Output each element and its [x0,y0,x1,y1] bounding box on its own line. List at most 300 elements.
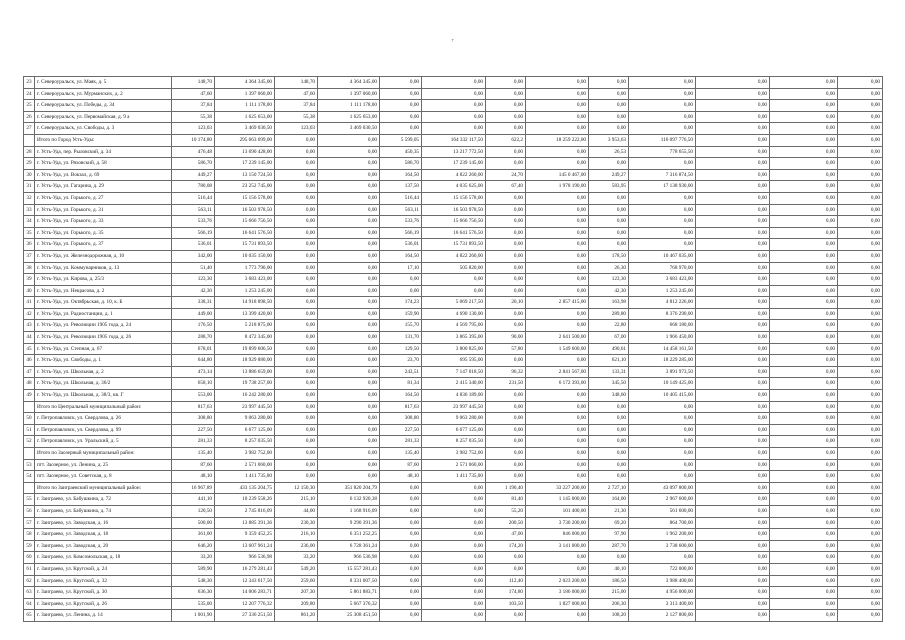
value-cell: 47,60 [275,88,318,100]
value-cell: 0,00 [770,239,838,251]
value-cell: 20,10 [486,297,526,309]
address-cell: пгт. Заозерное, ул. Ленина, д. 25 [35,459,172,471]
value-cell: 0,00 [486,413,526,425]
table-row [24,529,883,541]
value-cell: 0,00 [838,274,883,286]
address-cell: пгт. Заозерное, ул. Советская, д. 8 [35,471,172,483]
value-cell: 17 239 145,00 [215,158,275,170]
value-cell: 0,00 [486,563,526,575]
table-row [24,297,883,309]
value-cell: 0,00 [770,262,838,274]
value-cell: 16 279 281,43 [215,563,275,575]
table-row [24,216,883,228]
row-number: 38 [24,262,35,274]
value-cell: 817,63 [380,401,422,413]
value-cell: 0,00 [422,587,486,599]
value-cell: 5 861 883,71 [318,587,380,599]
value-cell: 0,00 [422,552,486,564]
value-cell: 0,00 [380,563,422,575]
value-cell: 281,33 [380,436,422,448]
value-cell: 2 857 415,00 [526,297,589,309]
row-number: 57 [24,517,35,529]
value-cell: 0,00 [486,192,526,204]
value-cell: 44,00 [275,505,318,517]
value-cell: 0,00 [318,227,380,239]
value-cell: 0,00 [589,401,629,413]
value-cell: 0,00 [380,529,422,541]
value-cell: 137,50 [380,181,422,193]
row-number: 52 [24,436,35,448]
address-cell: Итого по Заиграевский муниципальный район: [35,482,172,494]
value-cell: 0,00 [838,100,883,112]
value-cell: 0,00 [526,123,589,135]
value-cell: 5 218 875,00 [215,320,275,332]
table-row [24,169,883,181]
value-cell: 0,00 [380,494,422,506]
value-cell: 19 738 257,00 [215,378,275,390]
value-cell: 3 988 400,00 [629,575,696,587]
table-row [24,366,883,378]
value-cell: 0,00 [275,320,318,332]
value-cell: 0,00 [275,378,318,390]
row-number: 59 [24,540,35,552]
value-cell: 116 097 776,50 [629,134,696,146]
value-cell: 4 364 345,00 [215,77,275,89]
value-cell: 0,00 [380,88,422,100]
value-cell: 0,00 [696,413,770,425]
value-cell: 0,00 [318,250,380,262]
value-cell: 1 111 178,00 [215,100,275,112]
value-cell: 174,23 [380,297,422,309]
value-cell: 55,20 [486,505,526,517]
value-cell: 3 469 030,50 [215,123,275,135]
value-cell: 27 336 251,50 [215,610,275,622]
value-cell: 0,00 [486,459,526,471]
value-cell: 0,00 [486,123,526,135]
row-number: 25 [24,100,35,112]
value-cell: 0,00 [838,471,883,483]
value-cell: 33,20 [275,552,318,564]
value-cell: 215,00 [589,587,629,599]
value-cell: 51,40 [172,262,215,274]
value-cell: 308,80 [172,413,215,425]
value-cell: 533,76 [172,216,215,228]
value-cell: 0,00 [486,158,526,170]
value-cell: 135,40 [172,448,215,460]
value-cell: 3 313 400,00 [629,598,696,610]
value-cell: 0,00 [486,320,526,332]
value-cell: 0,00 [696,598,770,610]
value-cell: 5 667 376,32 [318,598,380,610]
value-cell: 0,00 [275,471,318,483]
value-cell: 0,00 [275,146,318,158]
value-cell: 2 415 340,00 [422,378,486,390]
row-number: 23 [24,77,35,89]
row-number: 34 [24,216,35,228]
value-cell: 69,20 [589,517,629,529]
value-cell: 0,00 [770,123,838,135]
value-cell: 12 150,30 [275,482,318,494]
value-cell: 0,00 [696,494,770,506]
value-cell: 4 690 130,00 [422,308,486,320]
value-cell: 0,00 [838,355,883,367]
value-cell: 0,00 [770,448,838,460]
value-cell: 345,50 [589,378,629,390]
address-cell: г. Усть-Уда, ул. Ряховский, д. 58 [35,158,172,170]
table-row [24,146,883,158]
value-cell: 0,00 [629,227,696,239]
value-cell: 0,00 [838,158,883,170]
value-cell: 148,70 [275,77,318,89]
value-cell: 0,00 [838,343,883,355]
value-cell: 7 316 874,50 [629,169,696,181]
table-row [24,390,883,402]
row-number: 44 [24,332,35,344]
row-number: 42 [24,308,35,320]
value-cell: 0,00 [770,482,838,494]
value-cell: 3 683 423,00 [215,274,275,286]
value-cell: 6 351 252,25 [318,529,380,541]
value-cell: 0,00 [275,459,318,471]
value-cell: 778 655,50 [629,146,696,158]
value-cell: 0,00 [486,204,526,216]
value-cell: 0,00 [770,413,838,425]
value-cell: 0,00 [696,158,770,170]
value-cell: 0,00 [770,227,838,239]
value-cell: 0,00 [838,88,883,100]
value-cell: 67,00 [589,332,629,344]
value-cell: 0,00 [696,482,770,494]
value-cell: 0,00 [318,181,380,193]
value-cell: 0,00 [275,239,318,251]
value-cell: 0,00 [422,77,486,89]
value-cell: 0,00 [838,77,883,89]
address-cell: г. Усть-Уда, ул. Железнодорожная, д. 10 [35,250,172,262]
value-cell: 57,80 [486,343,526,355]
address-cell: г. Североуральск, ул. Маяк, д. 5 [35,77,172,89]
value-cell: 0,00 [422,540,486,552]
table-row [24,505,883,517]
page-number: 7 [451,38,454,43]
value-cell: 586,70 [380,158,422,170]
value-cell: 450,35 [380,146,422,158]
value-cell: 0,00 [696,552,770,564]
value-cell: 0,00 [318,262,380,274]
value-cell: 0,00 [589,204,629,216]
value-cell: 0,00 [770,332,838,344]
value-cell: 14 918 898,50 [215,297,275,309]
value-cell: 8 331 007,50 [318,575,380,587]
value-cell: 0,00 [422,482,486,494]
value-cell: 780,08 [172,181,215,193]
value-cell: 3 982 752,00 [422,448,486,460]
value-cell: 0,00 [275,413,318,425]
value-cell: 0,00 [838,448,883,460]
address-cell: г. Североуральск, ул. Свободы, д. 3 [35,123,172,135]
value-cell: 0,00 [526,250,589,262]
value-cell: 0,00 [696,123,770,135]
value-cell: 0,00 [318,448,380,460]
value-cell: 0,00 [696,134,770,146]
value-cell: 0,00 [318,274,380,286]
value-cell: 0,00 [696,262,770,274]
value-cell: 0,00 [838,216,883,228]
value-cell: 3 982 752,00 [215,448,275,460]
value-cell: 123,30 [172,274,215,286]
address-cell: г. Усть-Уда, ул. Некрасова, д. 2 [35,285,172,297]
value-cell: 0,00 [589,448,629,460]
value-cell: 0,00 [275,134,318,146]
value-cell: 22,80 [589,320,629,332]
value-cell: 1 253 245,00 [629,285,696,297]
value-cell: 8 257 035,50 [215,436,275,448]
value-cell: 0,00 [318,308,380,320]
address-cell: г. Североуральск, ул. Мурманских, д. 2 [35,88,172,100]
value-cell: 0,00 [696,563,770,575]
value-cell: 3 738 600,00 [629,540,696,552]
value-cell: 1 397 060,00 [215,88,275,100]
value-cell: 13 607 961,24 [215,540,275,552]
value-cell: 9 063 280,00 [422,413,486,425]
value-cell: 0,00 [275,216,318,228]
value-cell: 0,00 [838,424,883,436]
value-cell: 15 731 893,50 [422,239,486,251]
value-cell: 0,00 [589,239,629,251]
value-cell: 0,00 [318,355,380,367]
value-cell: 0,00 [696,355,770,367]
value-cell: 0,00 [629,424,696,436]
value-cell: 0,00 [526,88,589,100]
value-cell: 0,00 [486,88,526,100]
address-cell: г. Североуральск, ул. Победы, д. 34 [35,100,172,112]
value-cell: 0,00 [380,610,422,622]
table-row [24,181,883,193]
address-cell: г. Заиграево, ул. Бабушкина, д. 72 [35,494,172,506]
value-cell: 13 690 428,00 [215,146,275,158]
value-cell: 0,00 [275,366,318,378]
value-cell: 3 953,63 [589,134,629,146]
value-cell: 13 399 420,00 [215,308,275,320]
value-cell: 563,11 [380,204,422,216]
table-row [24,471,883,483]
subtotal-row [24,448,883,460]
value-cell: 0,00 [696,424,770,436]
value-cell: 13 885 391,36 [215,517,275,529]
value-cell: 2 571 060,00 [215,459,275,471]
value-cell: 19 899 606,50 [215,343,275,355]
value-cell: 0,00 [526,227,589,239]
address-cell: г. Усть-Уда, ул. Школьная, д. 38/3, кв. Г [35,390,172,402]
address-cell: г. Усть-Уда, ул. Школьная, д. 36/2 [35,378,172,390]
value-cell: 476,48 [172,146,215,158]
value-cell: 0,00 [486,471,526,483]
address-cell: г. Усть-Уда, ул. Горького, д. 27 [35,192,172,204]
value-cell: 159,90 [380,308,422,320]
value-cell: 0,00 [696,575,770,587]
value-cell: 0,00 [526,262,589,274]
value-cell: 0,00 [696,332,770,344]
value-cell: 0,00 [838,587,883,599]
value-cell: 17 239 145,00 [422,158,486,170]
value-cell: 0,00 [318,390,380,402]
value-cell: 0,00 [486,424,526,436]
value-cell: 55,38 [275,111,318,123]
value-cell: 0,00 [486,77,526,89]
value-cell: 0,00 [275,262,318,274]
value-cell: 0,00 [486,390,526,402]
value-cell: 90,00 [486,332,526,344]
value-cell: 6 728 361,24 [318,540,380,552]
value-cell: 96,32 [486,366,526,378]
value-cell: 0,00 [275,424,318,436]
value-cell: 0,00 [486,250,526,262]
value-cell: 636,30 [172,587,215,599]
table-row [24,227,883,239]
value-cell: 0,00 [838,563,883,575]
table-row [24,192,883,204]
value-cell: 55,38 [172,111,215,123]
value-cell: 231,50 [486,378,526,390]
value-cell: 0,00 [770,529,838,541]
value-cell: 10 239 558,26 [215,494,275,506]
value-cell: 0,00 [422,123,486,135]
value-cell: 0,00 [770,563,838,575]
value-cell: 0,00 [696,308,770,320]
row-number [24,134,35,146]
value-cell: 583,95 [589,181,629,193]
value-cell: 516,44 [172,192,215,204]
value-cell: 2 571 060,00 [422,459,486,471]
value-cell: 0,00 [770,540,838,552]
value-cell: 0,00 [838,413,883,425]
address-cell: г. Петропавловск, ул. Свердлова, д. 26 [35,413,172,425]
value-cell: 535,00 [172,598,215,610]
value-cell: 0,00 [838,482,883,494]
value-cell: 0,00 [380,285,422,297]
value-cell: 4 035 625,00 [422,181,486,193]
value-cell: 2 641 500,00 [526,332,589,344]
value-cell: 549,20 [275,563,318,575]
value-cell: 10 405 415,00 [629,390,696,402]
value-cell: 47,00 [486,529,526,541]
value-cell: 0,00 [526,424,589,436]
value-cell: 42,30 [589,285,629,297]
value-cell: 0,00 [486,227,526,239]
value-cell: 0,00 [696,274,770,286]
row-number [24,448,35,460]
value-cell: 0,00 [770,436,838,448]
value-cell: 227,50 [172,424,215,436]
value-cell: 0,00 [838,297,883,309]
value-cell: 0,00 [838,378,883,390]
address-cell: г. Усть-Уда, ул. Революции 1905 года, д. 24 [35,320,172,332]
value-cell: 0,00 [770,285,838,297]
table-row [24,88,883,100]
value-cell: 0,00 [486,552,526,564]
table-row [24,575,883,587]
value-cell: 0,00 [838,517,883,529]
table-row [24,100,883,112]
value-cell: 13 150 724,50 [215,169,275,181]
address-cell: г. Усть-Уда, ул. Степная, д. 67 [35,343,172,355]
value-cell: 0,00 [838,366,883,378]
value-cell: 0,00 [275,158,318,170]
value-cell: 0,00 [275,181,318,193]
value-cell: 0,00 [589,88,629,100]
value-cell: 4 812 226,00 [629,297,696,309]
table-row [24,517,883,529]
value-cell: 0,00 [770,192,838,204]
value-cell: 0,00 [318,471,380,483]
row-number: 28 [24,146,35,158]
value-cell: 0,00 [629,88,696,100]
value-cell: 0,00 [422,285,486,297]
value-cell: 0,00 [526,285,589,297]
table-row [24,459,883,471]
value-cell: 87,60 [172,459,215,471]
value-cell: 0,00 [318,413,380,425]
value-cell: 621,10 [589,355,629,367]
row-number: 29 [24,158,35,170]
value-cell: 1 966 450,00 [629,332,696,344]
value-cell: 0,00 [486,111,526,123]
value-cell: 0,00 [838,494,883,506]
value-cell: 0,00 [526,448,589,460]
value-cell: 1 168 916,09 [318,505,380,517]
value-cell: 0,00 [770,355,838,367]
value-cell: 0,00 [696,297,770,309]
value-cell: 0,00 [318,239,380,251]
value-cell: 18 259 222,00 [526,134,589,146]
value-cell: 200,50 [486,517,526,529]
value-cell: 8 376 290,00 [629,308,696,320]
value-cell: 230,30 [275,517,318,529]
row-number: 35 [24,227,35,239]
address-cell: г. Североуральск, ул. Первомайская, д. 9 а [35,111,172,123]
value-cell: 133,31 [589,366,629,378]
value-cell: 0,00 [318,134,380,146]
table-row [24,332,883,344]
value-cell: 0,00 [770,250,838,262]
value-cell: 4 569 795,00 [422,320,486,332]
value-cell: 0,00 [770,378,838,390]
value-cell: 0,00 [526,216,589,228]
value-cell: 0,00 [696,146,770,158]
value-cell: 178,50 [589,250,629,262]
value-cell: 0,00 [770,494,838,506]
value-cell: 0,00 [838,285,883,297]
value-cell: 0,00 [526,239,589,251]
value-cell: 0,00 [526,308,589,320]
value-cell: 0,00 [696,169,770,181]
value-cell: 6 172 393,00 [526,378,589,390]
value-cell: 0,00 [526,204,589,216]
value-cell: 0,00 [838,239,883,251]
value-cell: 37,84 [275,100,318,112]
value-cell: 0,00 [770,424,838,436]
value-cell: 1 111 178,00 [318,100,380,112]
value-cell: 17,10 [380,262,422,274]
address-cell: г. Заиграево, ул. Заводская, д. 18 [35,529,172,541]
value-cell: 87,60 [380,459,422,471]
value-cell: 3 891 973,50 [629,366,696,378]
value-cell: 0,00 [275,343,318,355]
value-cell: 288,70 [172,332,215,344]
value-cell: 533,76 [380,216,422,228]
value-cell: 0,00 [526,355,589,367]
value-cell: 0,00 [486,355,526,367]
value-cell: 0,00 [318,459,380,471]
